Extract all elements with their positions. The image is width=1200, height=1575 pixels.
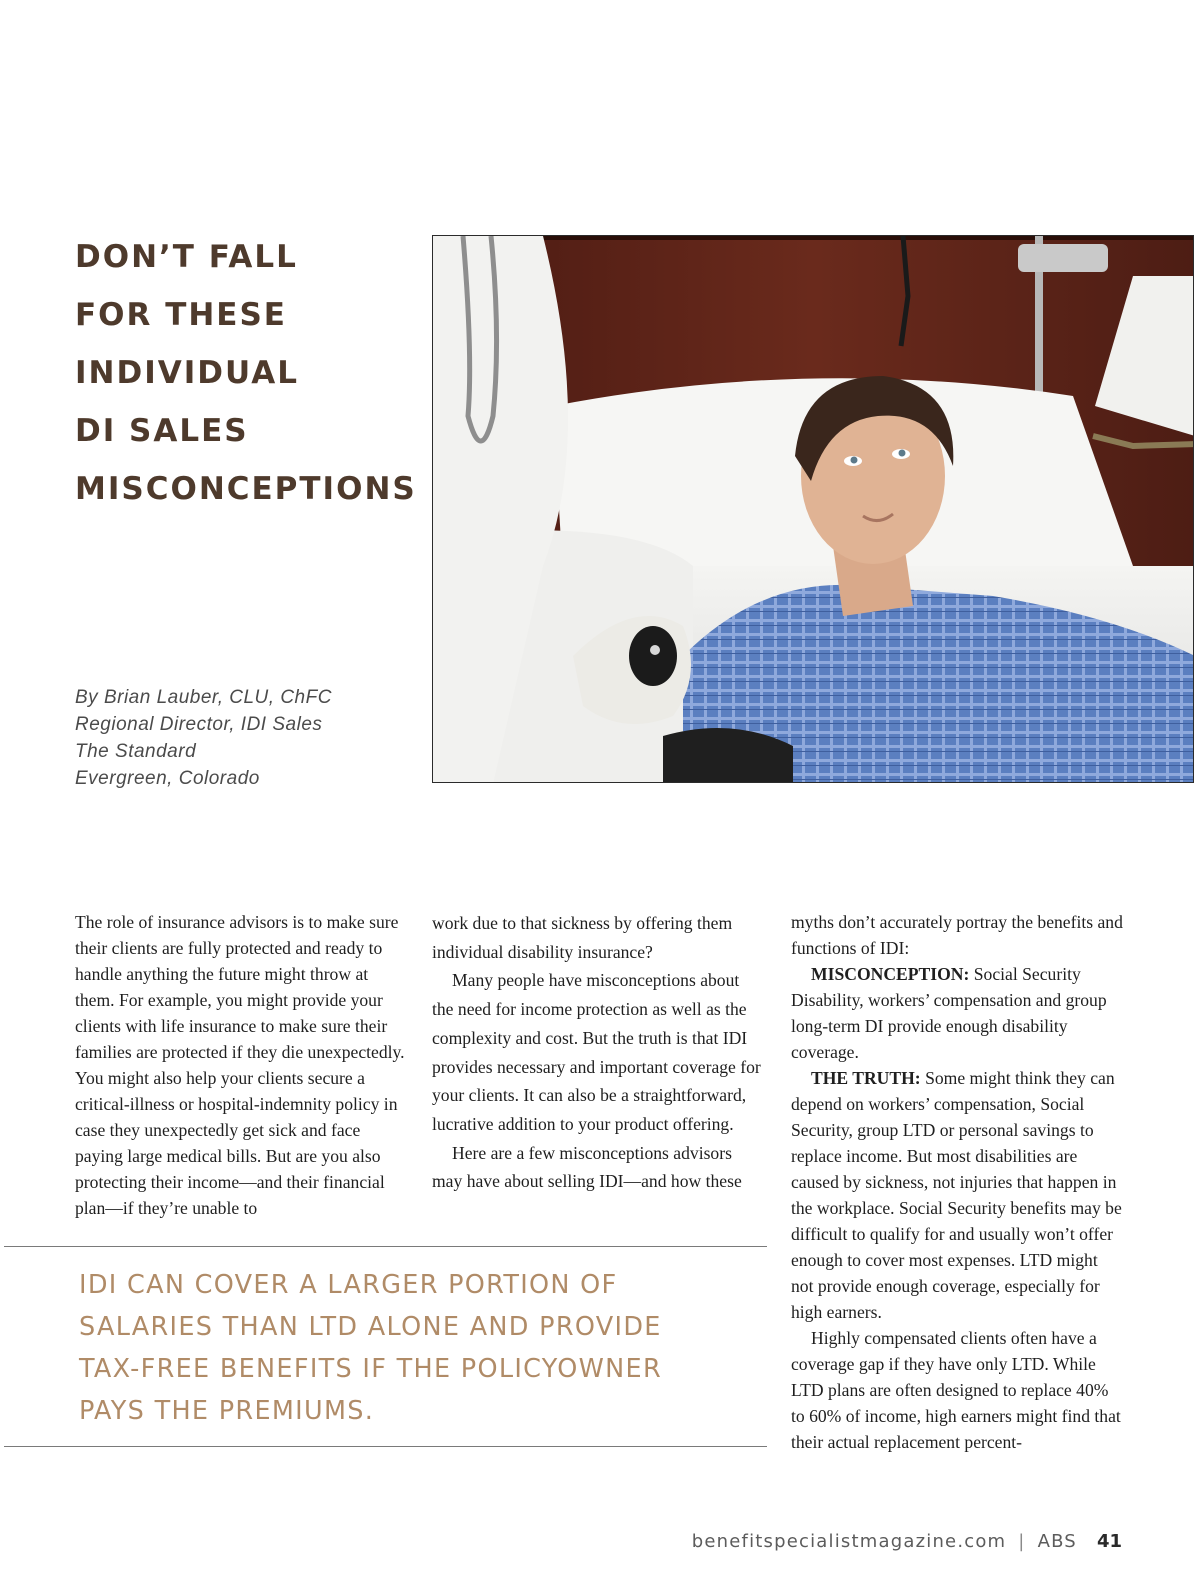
page-number: 41 <box>1096 1531 1122 1552</box>
byline-line: The Standard <box>75 741 197 762</box>
body-paragraph: work due to that sickness by offering them individual disability insurance? <box>432 913 733 962</box>
byline-line: Regional Director, IDI Sales <box>75 714 323 735</box>
hospital-patient-photo <box>432 235 1194 783</box>
pullquote-line: TAX-FREE BENEFITS IF THE POLICYOWNER <box>79 1354 662 1384</box>
article-column-2 <box>432 909 762 1196</box>
body-paragraph: myths don’t accurately portray the benefits and functions of IDI: <box>791 912 1123 958</box>
headline-line: FOR THESE <box>75 297 287 333</box>
article-headline <box>75 228 420 518</box>
body-paragraph: Many people have misconceptions about the need for income protection as well as the complexity and cost. But the truth is that IDI provides necessary and important coverage for your clients. It can also be a straightforward, lucrative addition to your product offering. <box>432 970 761 1134</box>
article-column-3 <box>791 909 1123 1455</box>
pullquote-line: PAYS THE PREMIUMS. <box>79 1396 375 1426</box>
headline-line: MISCONCEPTIONS <box>75 471 417 507</box>
author-byline <box>75 684 415 792</box>
truth-text: Some might think they can depend on workers’ compensation, Social Security, group LTD or personal savings to replace income. But most disabilities are caused by sickness, not injuries that happen in the workplace. Social Security benefits may be difficult to qualify for and usually won’t offer enough to cover most expenses. LTD might not provide enough coverage, especially for high earners. <box>791 1068 1122 1322</box>
headline-line: INDIVIDUAL <box>75 355 299 391</box>
body-paragraph: Highly compensated clients often have a coverage gap if they have only LTD. While LTD plans are often designed to replace 40% to 60% of income, high earners might find that their actual replacement percent- <box>791 1328 1121 1452</box>
truth-paragraph <box>791 1065 1123 1325</box>
misconception-label: MISCONCEPTION: <box>811 964 970 984</box>
footer-separator: | <box>1018 1531 1026 1552</box>
pullquote-bottom-rule <box>4 1446 767 1447</box>
pull-quote <box>79 1264 759 1432</box>
truth-label: THE TRUTH: <box>811 1068 921 1088</box>
body-paragraph: The role of insurance advisors is to make sure their clients are fully protected and ready to handle anything the future might throw at them. For example, you might provide your clients with life insurance to make sure their families are protected if they die unexpectedly. You might also help your clients secure a critical-illness or hospital-indemnity policy in case they unexpectedly get sick and face paying large medical bills. But are you also protecting their income—and their financial plan—if they’re unable to <box>75 912 405 1218</box>
headline-line: DI SALES <box>75 413 249 449</box>
body-paragraph: Here are a few misconceptions advisors may have about selling IDI—and how these <box>432 1142 742 1192</box>
byline-line: By Brian Lauber, CLU, ChFC <box>75 687 332 708</box>
footer-section: ABS <box>1037 1531 1077 1552</box>
headline-line: DON’T FALL <box>75 239 298 275</box>
pullquote-line: IDI CAN COVER A LARGER PORTION OF <box>79 1270 618 1300</box>
pullquote-line: SALARIES THAN LTD ALONE AND PROVIDE <box>79 1312 662 1342</box>
footer-site-link[interactable]: benefitspecialistmagazine.com <box>691 1531 1007 1552</box>
misconception-paragraph <box>791 961 1123 1065</box>
byline-line: Evergreen, Colorado <box>75 768 260 789</box>
pullquote-top-rule <box>4 1246 767 1247</box>
page-footer <box>692 1531 1122 1552</box>
article-column-1 <box>75 909 407 1221</box>
misconception-text: Social Security Disability, workers’ compensation and group long-term DI provide enough disability coverage. <box>791 964 1107 1062</box>
